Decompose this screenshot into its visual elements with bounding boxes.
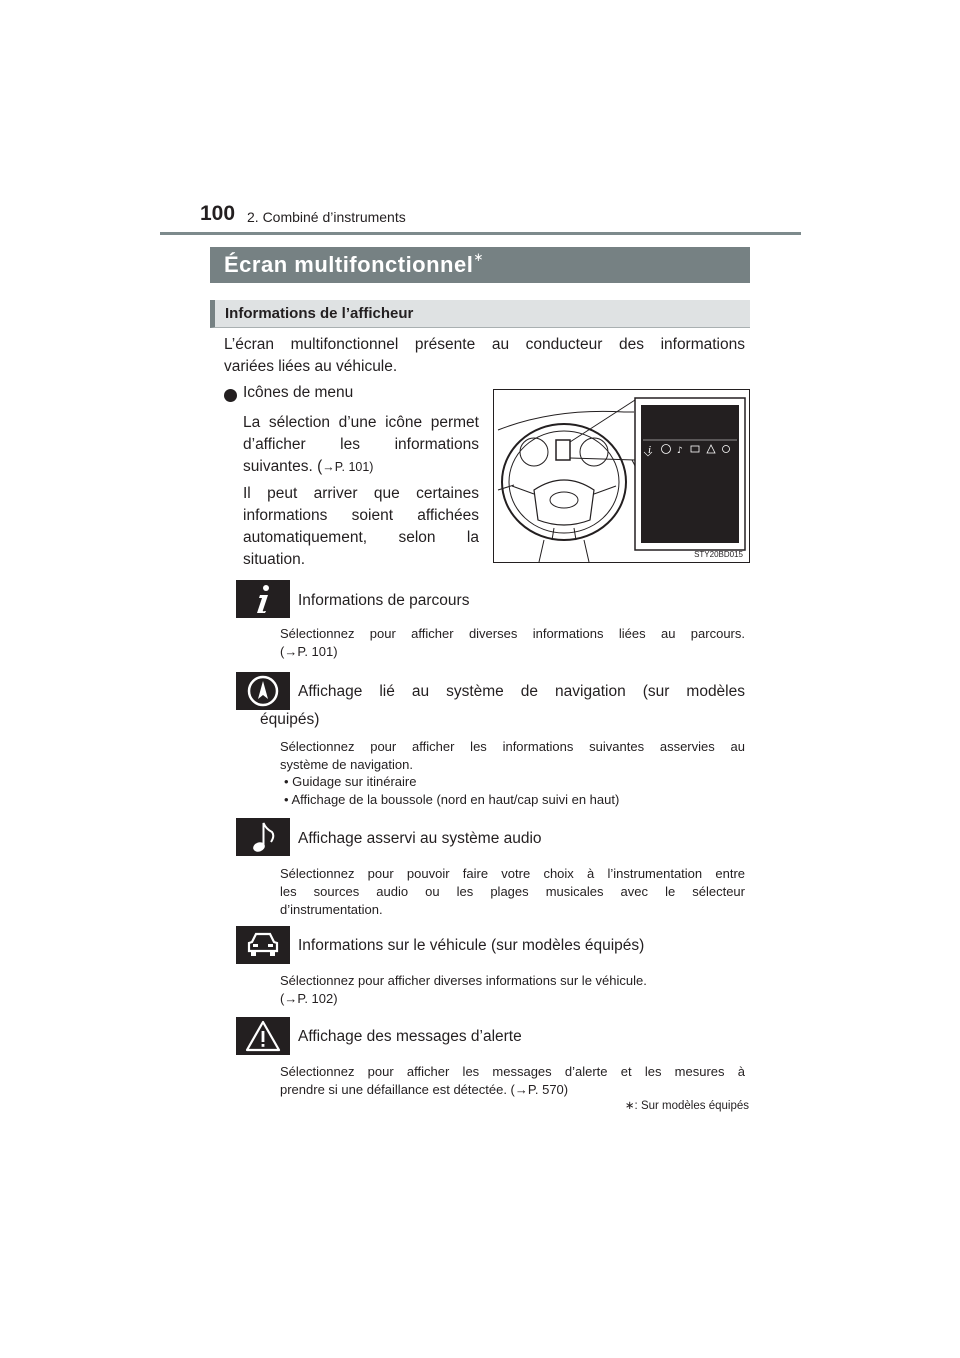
page-number: 100 xyxy=(200,202,236,225)
bullet-icon xyxy=(224,389,237,402)
warning-desc-line-1: Sélectionnez pour afficher les messages d’alerte et les mesures à xyxy=(280,1064,745,1079)
warning-desc xyxy=(280,1063,745,1099)
intro-line-1: L’écran multifonctionnel présente au conducteur des informations xyxy=(224,336,745,353)
section-title xyxy=(224,252,484,278)
subsection-bar xyxy=(210,300,750,328)
vehicle-info-ref: (→P. 102) xyxy=(280,991,338,1006)
section-title-text: Écran multifonctionnel xyxy=(224,252,474,277)
page-reference: P. 101) xyxy=(334,460,374,474)
section-title-bar xyxy=(210,247,750,283)
trip-info-title: Informations de parcours xyxy=(298,592,470,609)
audio-desc-line-1: Sélectionnez pour pouvoir faire votre choix à l’instrumentation entre xyxy=(280,866,745,881)
audio-icon-box xyxy=(236,818,290,856)
subsection-title: Informations de l’afficheur xyxy=(225,305,414,322)
warning-desc-line-2: prendre si une défaillance est détectée. (→P. 570) xyxy=(280,1082,569,1097)
navigation-title: Affichage lié au système de navigation (sur modèles xyxy=(298,683,745,700)
navigation-desc-line-1: Sélectionnez pour afficher les informations suivantes asservies au xyxy=(280,739,745,754)
trip-info-ref: (→P. 101) xyxy=(280,644,338,659)
trip-info-desc xyxy=(280,625,745,661)
warning-icon-box xyxy=(236,1017,290,1055)
intro-line-2: variées liées au véhicule. xyxy=(224,358,398,375)
menu-auto-line-2: informations soient affichées xyxy=(243,507,479,524)
navigation-title-cont: équipés) xyxy=(260,711,320,728)
list-item: • Affichage de la boussole (nord en haut/cap suivi en haut) xyxy=(284,792,620,807)
audio-desc-line-3: d’instrumentation. xyxy=(280,902,383,917)
header-divider xyxy=(160,232,801,235)
audio-title: Affichage asservi au système audio xyxy=(298,830,542,847)
music-note-icon xyxy=(250,820,276,854)
vehicle-info-desc xyxy=(280,972,745,1008)
warning-icon xyxy=(244,1019,282,1053)
menu-auto-line-4: situation. xyxy=(243,551,306,568)
vehicle-icon-box xyxy=(236,926,290,964)
ref-line-text: suivantes. ( xyxy=(243,458,323,475)
navigation-desc-line-2: système de navigation. xyxy=(280,757,413,772)
menu-icons-desc-line-1: La sélection d’une icône permet xyxy=(243,414,479,431)
figure-code: STY20BD015 xyxy=(694,550,743,559)
menu-auto-line-1: Il peut arriver que certaines xyxy=(243,485,479,502)
steering-wheel-drawing xyxy=(494,390,749,562)
menu-icons-ref-line xyxy=(243,456,479,478)
intro-paragraph xyxy=(224,334,745,378)
vehicle-info-desc-line: Sélectionnez pour afficher diverses informations sur le véhicule. xyxy=(280,973,647,988)
menu-auto-line-3: automatiquement, selon la xyxy=(243,529,479,546)
chapter-title: 2. Combiné d’instruments xyxy=(247,209,406,225)
info-icon-box xyxy=(236,580,290,618)
info-icon xyxy=(248,583,278,615)
menu-icons-title: Icônes de menu xyxy=(243,384,354,401)
menu-icons-desc-line-2: d’afficher les informations xyxy=(243,436,479,453)
arrow-glyph: → xyxy=(322,460,335,474)
warning-title: Affichage des messages d’alerte xyxy=(298,1028,522,1045)
audio-desc-line-2: les sources audio ou les plages musicales avec le sélecteur xyxy=(280,884,745,899)
list-item: • Guidage sur itinéraire xyxy=(284,774,417,789)
svg-text:i: i xyxy=(648,444,652,456)
vehicle-info-title: Informations sur le véhicule (sur modèles équipés) xyxy=(298,937,645,954)
footnote: ∗: Sur modèles équipés xyxy=(624,1100,749,1112)
navigation-icon xyxy=(246,674,280,708)
instrument-cluster-illustration xyxy=(493,389,750,563)
svg-text:♪: ♪ xyxy=(677,446,683,456)
footnote-marker: ∗ xyxy=(473,250,484,264)
navigation-icon-box xyxy=(236,672,290,710)
navigation-desc xyxy=(280,738,745,774)
audio-desc xyxy=(280,865,745,919)
vehicle-icon xyxy=(245,930,281,960)
trip-info-desc-line: Sélectionnez pour afficher diverses informations liées au parcours. xyxy=(280,626,745,641)
